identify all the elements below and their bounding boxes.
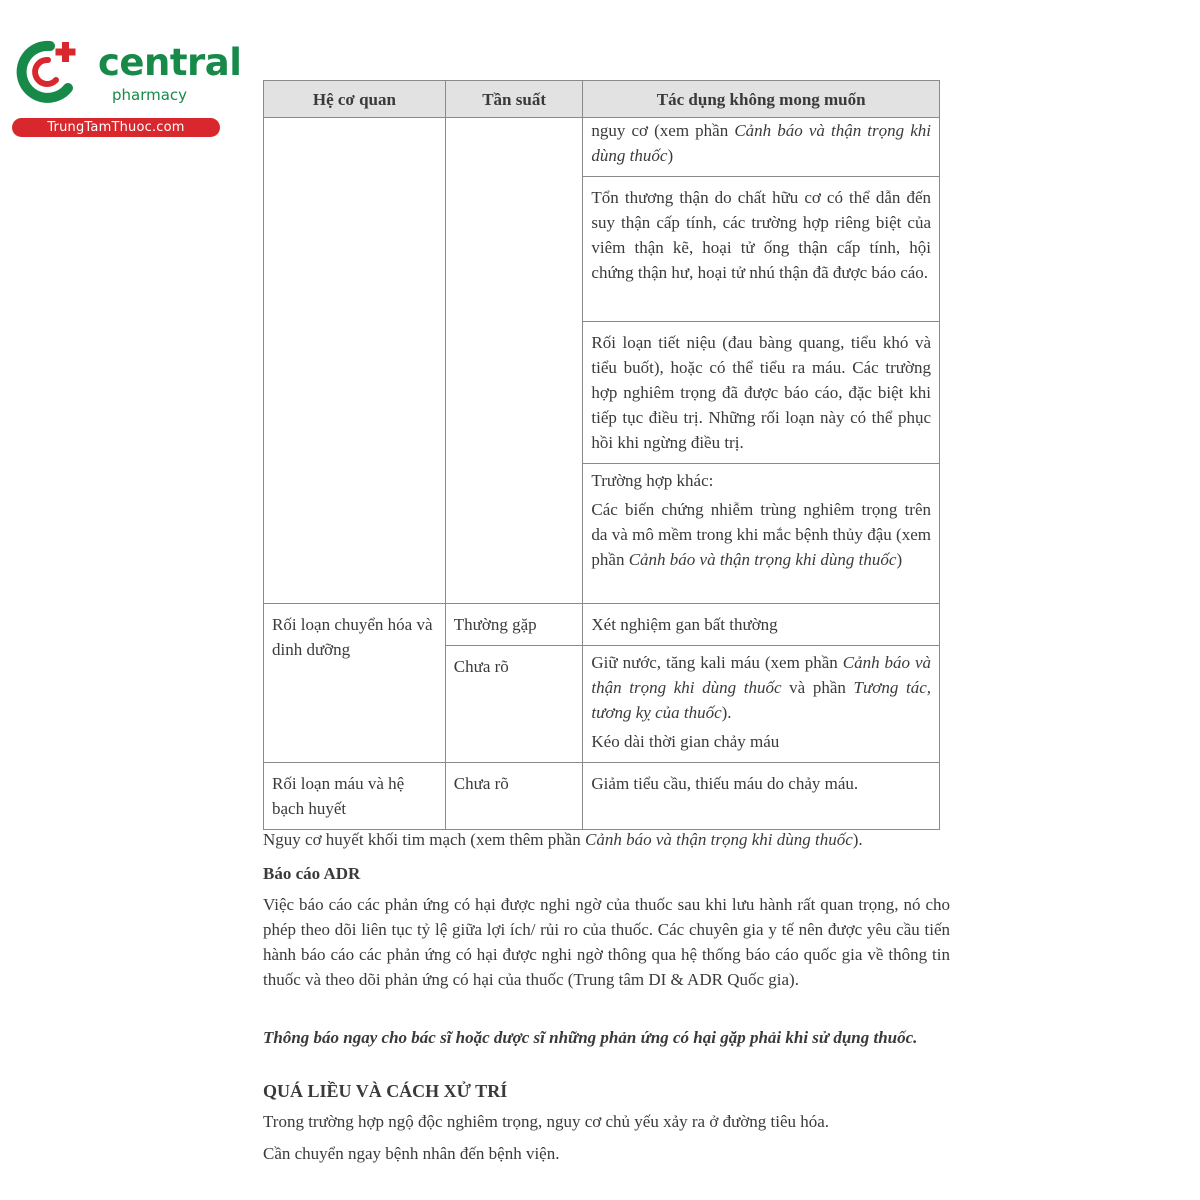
frequency-text: Chưa rõ [453,774,509,793]
overdose-paragraph-2: Cần chuyển ngay bệnh nhân đến bệnh viện. [263,1144,560,1163]
table-row [264,118,940,177]
effect-italic-ref: Cảnh báo và thận trọng khi dùng thuốc [591,121,932,165]
effect-italic-ref: Cảnh báo và thận trọng khi dùng thuốc [628,550,897,569]
note-text: Nguy cơ huyết khối tim mạch (xem thêm phần [263,830,586,849]
frequency-cell [445,763,583,830]
effect-text: ) [896,550,903,569]
effect-text: Các biến chứng nhiễm trùng nghiêm trọng trên da và mô mềm trong khi mắc bệnh thủy đậu (xem phần [591,500,931,569]
effect-italic-ref: Cảnh báo và thận trọng khi dùng thuốc [591,653,932,697]
logo-site-banner: TrungTamThuoc.com [12,118,220,137]
effect-cell [583,763,940,830]
empty-frequency-cell [445,118,583,604]
effect-cell [583,177,940,322]
table-row [264,604,940,646]
system-cell [264,604,446,763]
adr-heading: Báo cáo ADR [263,864,361,883]
frequency-text: Thường gặp [453,615,537,634]
effect-cell [583,464,940,604]
empty-system-cell [264,118,446,604]
effect-subtitle: Trường hợp khác: [591,471,714,490]
central-pharmacy-logo [10,38,242,138]
effect-cell [583,604,940,646]
pharmacy-logo-icon [10,38,90,104]
effect-cell [583,118,940,177]
table-row [264,763,940,830]
effect-text: nguy cơ (xem phần [591,121,735,140]
thrombosis-note [263,827,950,852]
adr-notice-text: Thông báo ngay cho bác sĩ hoặc dược sĩ những phản ứng có hại gặp phải khi sử dụng thuốc. [263,1028,918,1047]
effect-cell [583,646,940,763]
adverse-effects-table [263,80,940,830]
adr-body: Việc báo cáo các phản ứng có hại được nghi ngờ của thuốc sau khi lưu hành rất quan trọng, nó cho phép theo dõi liên tục tỷ lệ giữa lợi ích/ rủi ro của thuốc. Các chuyên gia y tế nên được yêu cầu tiến hành báo cáo các phản ứng có hại được nghi ngờ thông qua hệ thống báo cáo quốc gia về thông tin thuốc và theo dõi phản ứng có hại của thuốc (Trung tâm DI & ADR Quốc gia). [263,895,950,989]
system-text: Rối loạn chuyển hóa và dinh dưỡng [272,615,433,659]
adr-notice [263,1026,950,1049]
frequency-cell [445,646,583,763]
system-text: Rối loạn máu và hệ bạch huyết [272,774,405,818]
logo-subtitle: pharmacy [112,86,188,104]
header-system: Hệ cơ quan [264,81,446,118]
effect-text: Giảm tiểu cầu, thiếu máu do chảy máu. [591,774,859,793]
note-text: ). [852,830,863,849]
table-header-row [264,81,940,118]
effect-text: ). [721,703,732,722]
effect-text: Giữ nước, tăng kali máu (xem phần [591,653,843,672]
system-cell [264,763,446,830]
header-frequency: Tần suất [445,81,583,118]
effect-text: và phần [781,678,854,697]
effect-italic-ref: Tương tác, tương kỵ của thuốc [591,678,931,722]
effect-text: Xét nghiệm gan bất thường [591,615,778,634]
frequency-text: Chưa rõ [453,657,509,676]
effect-text: Kéo dài thời gian chảy máu [591,732,780,751]
overdose-heading: QUÁ LIỀU VÀ CÁCH XỬ TRÍ [263,1081,508,1101]
frequency-cell [445,604,583,646]
header-effects: Tác dụng không mong muốn [583,81,940,118]
overdose-paragraph-1: Trong trường hợp ngộ độc nghiêm trọng, nguy cơ chủ yếu xảy ra ở đường tiêu hóa. [263,1112,830,1131]
effect-text: ) [667,146,674,165]
note-italic-ref: Cảnh báo và thận trọng khi dùng thuốc [585,830,853,849]
logo-brand-text: central [98,41,242,84]
effect-text: Tổn thương thận do chất hữu cơ có thể dẫn đến suy thận cấp tính, các trường hợp riêng biệt của viêm thận kẽ, hoại tử ống thận cấp tính, hội chứng thận hư, hoại tử nhú thận đã được báo cáo. [591,188,931,282]
effect-cell [583,322,940,464]
effect-text: Rối loạn tiết niệu (đau bàng quang, tiểu khó và tiểu buốt), hoặc có thể tiểu ra máu. Các trường hợp nghiêm trọng đã được báo cáo, đặc biệt khi tiếp tục điều trị. Những rối loạn này có thể phục hồi khi ngừng điều trị. [591,333,931,452]
